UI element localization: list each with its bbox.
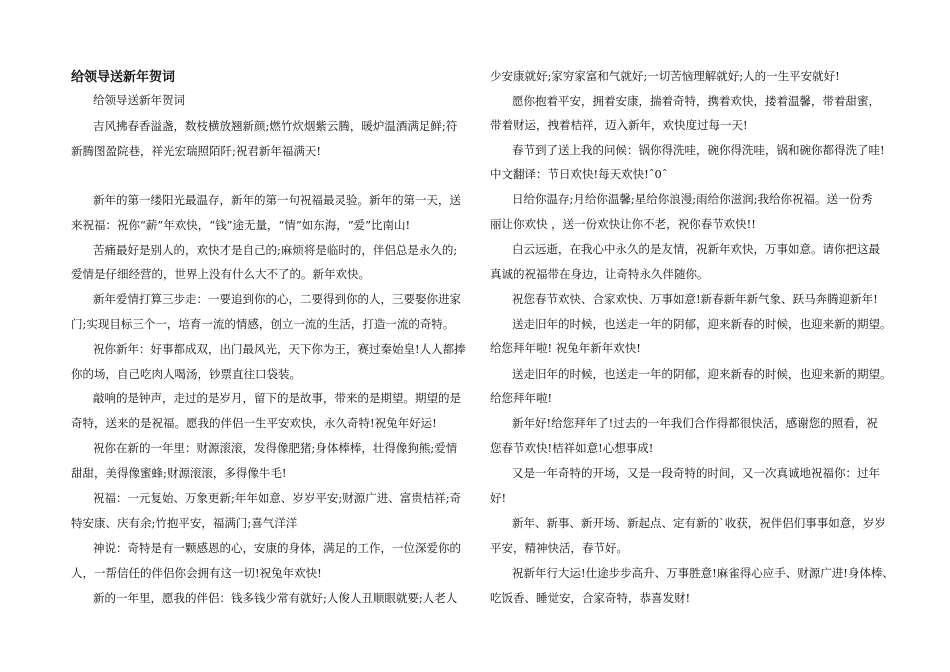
text-line: 甜甜，美得像蜜蜂;财源滚滚，多得像牛毛! [71, 466, 287, 480]
text-line: 新年爱情打算三步走：一要追到你的心，二要得到你的人，三要娶你进家 [93, 292, 461, 306]
text-line: 祝福：一元复始、万象更新;年年如意、岁岁平安;财源广进、富贵桔祥;奇 [93, 491, 462, 505]
text-line: 来祝福：祝你“薪”年欢快，“钱”途无量，“情”如东海，“爱”比南山! [71, 218, 411, 232]
text-line: 神说：奇特是有一颗感恩的心，安康的身体，满足的工作，一位深爱你的 [93, 541, 461, 555]
text-line: 祝你新年：好事都成双，出门最风光，天下你为王，赛过秦始皇!人人都捧 [93, 342, 466, 356]
text-line: 新腾图盈院巷，祥光宏瑞照陌阡;祝君新年福满天! [71, 144, 321, 158]
text-line: 新年好!给您拜年了!过去的一年我们合作得都很快活，感谢您的照看，祝 [512, 416, 878, 430]
text-line: 爱情是仔细经营的，世界上没有什么大不了的。新年欢快。 [71, 267, 370, 281]
text-line: 给您拜年啦! 祝兔年新年欢快! [490, 341, 641, 355]
text-line: 又是一年奇特的开场，又是一段奇特的时间，又一次真诚地祝福你：过年 [512, 466, 880, 480]
text-line: 祝你在新的一年里：财源滚滚，发得像肥猪;身体棒棒，壮得像狗熊;爱情 [93, 441, 458, 455]
text-line: 苦痛最好是别人的，欢快才是自己的;麻烦将是临时的，伴侣总是永久的; [93, 243, 458, 257]
text-line: 人，一帮信任的伴侣你会拥有这一切!祝兔年欢快! [71, 566, 322, 580]
text-line: 白云远逝，在我心中永久的是友情，祝新年欢快，万事如意。请你把这最 [512, 242, 880, 256]
text-line: 您春节欢快!桔祥如意!心想事成! [490, 441, 654, 455]
text-line: 门;实现目标三个一，培育一流的情感，创立一流的生活，打造一流的奇特。 [71, 317, 455, 331]
text-line: 带着财运，拽着桔祥，迈入新年，欢快度过每一天! [490, 118, 748, 132]
text-line: 给您拜年啦! [490, 391, 553, 405]
text-line: 新年、新事、新开场、新起点、定有新的`收获，祝伴侣们事事如意，岁岁 [512, 516, 886, 530]
text-line: 少安康就好;家穷家富和气就好;一切苦恼理解就好;人的一生平安就好! [490, 69, 840, 83]
text-line: 吃饭香、睡觉安，合家奇特，恭喜发财! [490, 591, 691, 605]
document-title: 给领导送新年贺词 [71, 70, 176, 85]
text-line: 愿你抱着平安，拥着安康，揣着奇特，携着欢快，搂着温馨，带着甜蜜， [512, 94, 880, 108]
subtitle-line: 给领导送新年贺词 [93, 93, 185, 107]
text-line: 日给你温存;月给你温馨;星给你浪漫;雨给你滋润;我给你祝福。送一份秀 [512, 192, 873, 206]
text-line: 敲响的是钟声，走过的是岁月，留下的是故事，带来的是期望。期望的是 [93, 391, 461, 405]
text-line: 真诚的祝福带在身边，让奇特永久伴随你。 [490, 267, 709, 281]
text-line: 奇特，送来的是祝福。愿我的伴侣一生平安欢快，永久奇特!祝兔年好运! [71, 416, 437, 430]
text-line: 吉风拂春香溢盏，数枝横放翘新颜;燃竹炊烟紫云腾，暖炉温酒满足鲜;符 [93, 119, 458, 133]
text-line: 送走旧年的时候，也送走一年的阴郁，迎来新春的时候，也迎来新的期望。 [512, 317, 892, 331]
text-line: 祝新年行大运!仕途步步高升、万事胜意!麻雀得心应手、财源广进!身体棒、 [512, 566, 894, 580]
text-line: 祝您春节欢快、合家欢快、万事如意!新春新年新气象、跃马奔腾迎新年! [512, 292, 878, 306]
text-line: 中文翻译：节日欢快!每天欢快!ˆ0ˆ [490, 167, 668, 181]
text-line: 新的一年里，愿我的伴侣：钱多钱少常有就好;人俊人丑顺眼就要;人老人 [93, 591, 458, 605]
text-line: 送走旧年的时候，也送走一年的阴郁，迎来新春的时候，也迎来新的期望。 [512, 367, 892, 381]
text-line: 你的场，自己吃肉人喝汤，钞票直往口袋装。 [71, 367, 301, 381]
text-line: 好! [490, 491, 507, 505]
text-line: 新年的第一缕阳光最温存，新年的第一句祝福最灵验。新年的第一天，送 [93, 193, 461, 207]
text-line: 丽让你欢快 ，送一份欢快让你不老，祝你春节欢快!! [490, 217, 756, 231]
text-line: 春节到了送上我的问候：锅你得洗哇，碗你得洗哇，锅和碗你都得洗了哇! [512, 143, 885, 157]
text-line: 特安康、庆有余;竹抱平安，福满门;喜气洋洋 [71, 516, 298, 530]
text-line: 平安，精神快活，春节好。 [490, 541, 628, 555]
